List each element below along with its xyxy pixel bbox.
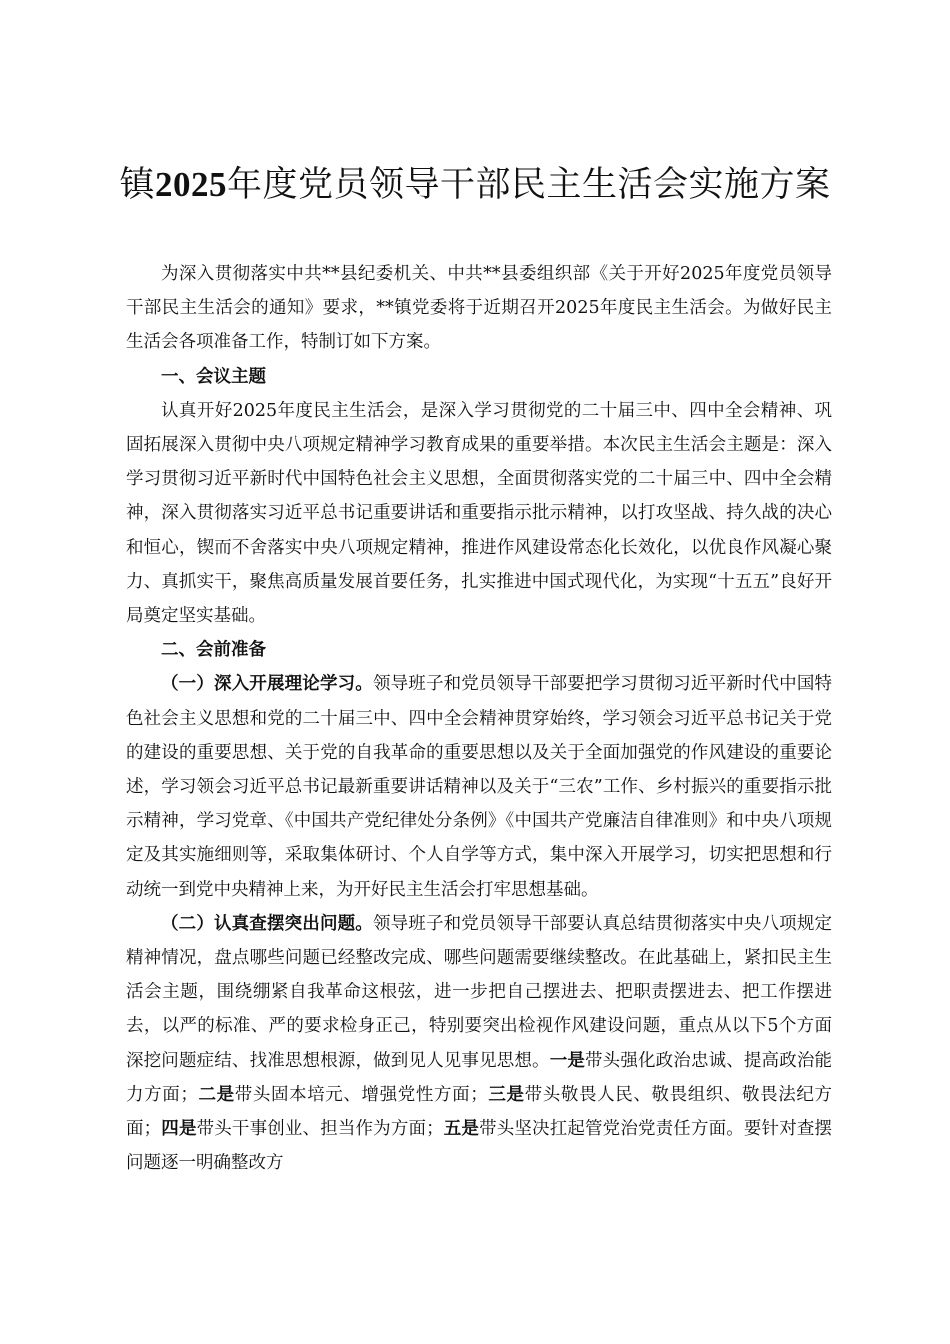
item-4-text: 带头干事创业、担当作为方面； [196,1119,444,1140]
document-body [126,257,832,1180]
item-4-label: 四是 [161,1119,197,1140]
section-heading-preparation: 二、会前准备 [161,640,266,661]
item-1-text: 带头强化政治忠诚、提高政治能力方面； [126,1050,833,1105]
title-prefix: 镇 [119,165,155,205]
subsection-heading-study: （一）深入开展理论学习。 [161,674,373,695]
title-rest: 年度党员领导干部民主生活会实施方案 [227,165,831,205]
subsection-text-problems: 领导班子和党员领导干部要认真总结贯彻落实中央八项规定精神情况，盘点哪些问题已经整改完成、哪些问题需要继续整改。在此基础上，紧扣民主生活会主题，围绕绷紧自我革命这根弦，进一步把自己摆进去、把职责摆进去、把工作摆进去，以严的标准、严的要求检身正己，特别要突出检视作风建设问题，重点从以下5个方面深挖问题症结、找准思想根源，做到见人见事见思想。 [126,913,833,1071]
section-paragraph-theme: 认真开好2025年度民主生活会，是深入学习贯彻党的二十届三中、四中全会精神、巩固拓展深入贯彻中央八项规定精神学习教育成果的重要举措。本次民主生活会主题是：深入学习贯彻习近平新时代中国特色社会主义思想，全面贯彻落实党的二十届三中、四中全会精神，深入贯彻落实习近平总书记重要讲话和重要指示批示精神，以打攻坚战、持久战的决心和恒心，锲而不舍落实中央八项规定精神，推进作风建设常态化长效化，以优良作风凝心聚力、真抓实干，聚焦高质量发展首要任务，扎实推进中国式现代化，为实现“十五五”良好开局奠定坚实基础。 [126,400,832,627]
item-5-label: 五是 [443,1119,480,1140]
item-2-label: 二是 [197,1084,235,1105]
item-3-text: 带头敬畏人民、敬畏组织、敬畏法纪方面； [126,1084,833,1140]
intro-paragraph: 为深入贯彻落实中共**县纪委机关、中共**县委组织部《关于开好2025年度党员领导干部民主生活会的通知》要求，**镇党委将于近期召开2025年度民主生活会。为做好民主生活会各项准备工作，特制订如下方案。 [126,264,832,353]
item-3-label: 三是 [487,1084,525,1105]
item-5-text: 带头坚决扛起管党治党责任方面。 [479,1119,744,1140]
subsection-tail-problems: 要针对查摆问题逐一明确整改方 [126,1119,833,1174]
subsection-paragraph-study [126,667,832,906]
subsection-heading-problems: （二）认真查摆突出问题。 [161,913,373,934]
title-year: 2025 [155,165,227,204]
item-1-label: 一是 [549,1050,586,1071]
subsection-paragraph-problems [126,907,832,1181]
item-2-text: 带头固本培元、增强党性方面； [234,1084,488,1105]
document-title [118,160,832,210]
section-heading-theme: 一、会议主题 [161,366,266,387]
subsection-text-study: 领导班子和党员领导干部要把学习贯彻习近平新时代中国特色社会主义思想和党的二十届三中、四中全会精神贯穿始终，学习领会习近平总书记关于党的建设的重要思想、关于党的自我革命的重要思想以及关于全面加强党的作风建设的重要论述，学习领会习近平总书记最新重要讲话精神以及关于“三农”工作、乡村振兴的重要指示批示精神，学习党章、《中国共产党纪律处分条例》《中国共产党廉洁自律准则》和中央八项规定及其实施细则等，采取集体研讨、个人自学等方式，集中深入开展学习，切实把思想和行动统一到党中央精神上来，为开好民主生活会打牢思想基础。 [126,674,833,900]
